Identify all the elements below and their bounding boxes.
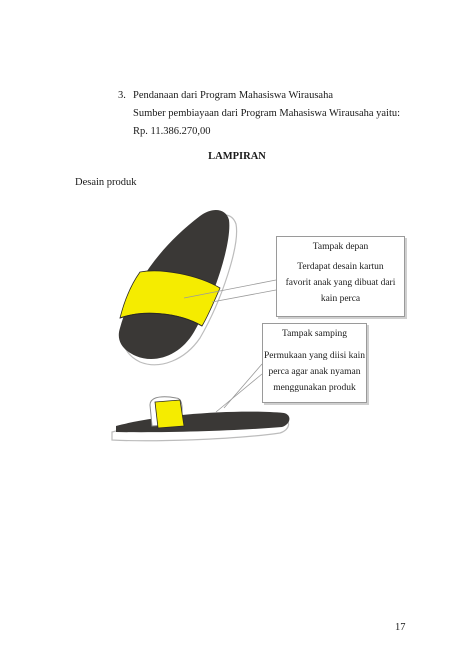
appendix-heading: LAMPIRAN [208, 151, 266, 162]
front-view-line-2: favorit anak yang dibuat dari [285, 278, 396, 288]
side-strap-shape [155, 400, 184, 428]
side-view-line-2: perca agar anak nyaman [268, 367, 361, 377]
section-label: Desain produk [75, 177, 137, 188]
side-view-title: Tampak samping [281, 329, 348, 339]
front-view-callout [276, 236, 405, 317]
funding-source-line: Sumber pembiayaan dari Program Mahasiswa Wirausaha yaitu: [133, 108, 401, 119]
front-view-line-3: kain perca [320, 294, 361, 304]
front-view-title: Tampak depan [312, 242, 369, 252]
funding-title: Pendanaan dari Program Mahasiswa Wirausaha [133, 90, 333, 101]
front-view-line-1: Terdapat desain kartun [297, 262, 384, 272]
page-number: 17 [395, 622, 406, 633]
side-view-callout [262, 323, 367, 403]
side-view-line-1: Permukaan yang diisi kain [263, 351, 366, 361]
funding-number: 3. [118, 90, 126, 101]
side-view-line-3: menggunakan produk [273, 383, 356, 393]
funding-amount: Rp. 11.386.270,00 [133, 126, 211, 137]
front-view-sandal [119, 210, 237, 365]
side-view-sandal [112, 397, 289, 441]
